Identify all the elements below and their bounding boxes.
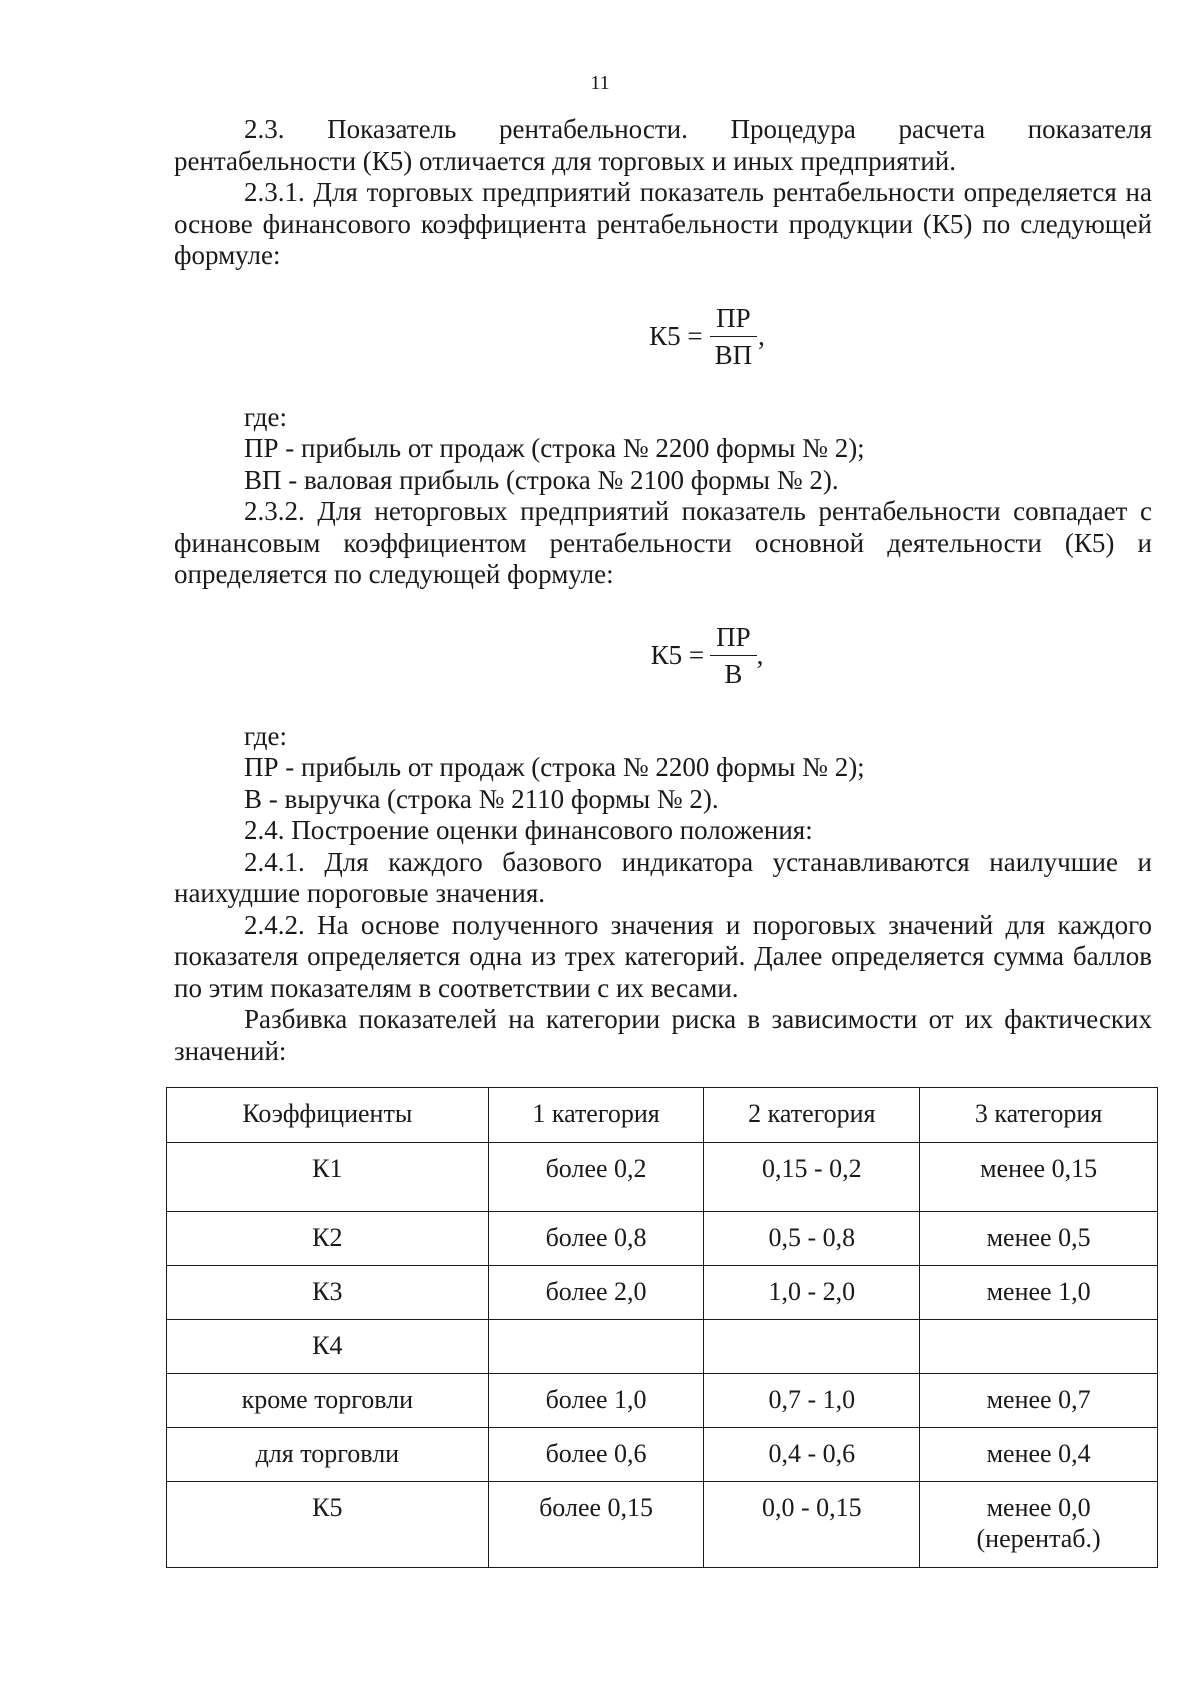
- category-2-cell: 0,0 - 0,15: [704, 1482, 920, 1568]
- column-header: 1 категория: [488, 1088, 704, 1143]
- table-row: [167, 1266, 1158, 1320]
- category-3-cell: менее 0,5: [920, 1212, 1158, 1266]
- category-2-cell: 1,0 - 2,0: [704, 1266, 920, 1320]
- category-1-cell: более 2,0: [488, 1266, 704, 1320]
- category-1-cell: более 1,0: [488, 1374, 704, 1428]
- paragraph-risk-intro: Разбивка показателей на категории риска в зависимости от их фактических значений:: [174, 1004, 1152, 1066]
- category-2-cell: 0,15 - 0,2: [704, 1143, 920, 1212]
- formula-k5-nontrade: [262, 591, 1152, 721]
- formula-fraction: [710, 622, 757, 689]
- risk-category-table: [166, 1087, 1158, 1568]
- category-3-cell: [920, 1482, 1158, 1568]
- category-2-cell: 0,7 - 1,0: [704, 1374, 920, 1428]
- where-line: ПР - прибыль от продаж (строка № 2200 формы № 2);: [244, 433, 865, 463]
- where-line: ВП - валовая прибыль (строка № 2100 формы № 2).: [244, 464, 839, 495]
- table-header-row: [167, 1088, 1158, 1143]
- formula-denominator: ВП: [714, 340, 753, 370]
- paragraph-2-3-2: 2.3.2. Для неторговых предприятий показатель рентабельности совпадает с финансовым коэффициентом рентабельности основной деятельности (К5) и определяется по следующей формуле:: [174, 496, 1152, 589]
- where-line: ПР - прибыль от продаж (строка № 2200 формы № 2);: [244, 752, 865, 782]
- paragraph-2-3-1: 2.3.1. Для торговых предприятий показатель рентабельности определяется на основе финансового коэффициента рентабельности продукции (К5) по следующей формуле:: [174, 177, 1152, 270]
- column-header: 2 категория: [704, 1088, 920, 1143]
- where-label: где:: [244, 401, 287, 432]
- formula-lhs: К5 =: [649, 320, 703, 351]
- table-row: [167, 1143, 1158, 1212]
- document-body: [174, 114, 1152, 1067]
- category-3-value: менее 0,0: [986, 1493, 1091, 1522]
- category-1-cell: более 0,8: [488, 1212, 704, 1266]
- formula-numerator: ПР: [710, 303, 757, 337]
- paragraph-2-4-1: 2.4.1. Для каждого базового индикатора устанавливаются наилучшие и наихудшие пороговые значения.: [174, 846, 1152, 908]
- column-header: 3 категория: [920, 1088, 1158, 1143]
- category-3-cell: менее 1,0: [920, 1266, 1158, 1320]
- formula-fraction: [709, 303, 759, 370]
- category-1-cell: более 0,2: [488, 1143, 704, 1212]
- table-row: [167, 1212, 1158, 1266]
- page-number: 11: [590, 72, 610, 94]
- paragraph-2-3: 2.3. Показатель рентабельности. Процедура расчета показателя рентабельности (К5) отличается для торговых и иных предприятий.: [174, 114, 1152, 176]
- paragraph-2-4-2: 2.4.2. На основе полученного значения и пороговых значений для каждого показателя определяется одна из трех категорий. Далее определяется сумма баллов по этим показателям в соответствии с их весами.: [174, 909, 1152, 1003]
- column-header: Коэффициенты: [167, 1088, 489, 1143]
- category-1-cell: более 0,6: [488, 1428, 704, 1482]
- coefficient-cell: К5: [167, 1482, 489, 1568]
- coefficient-cell: для торговли: [167, 1428, 489, 1482]
- category-2-cell: 0,4 - 0,6: [704, 1428, 920, 1482]
- category-1-cell: более 0,15: [488, 1482, 704, 1568]
- category-3-note: (нерентаб.): [976, 1524, 1101, 1553]
- category-3-cell: менее 0,7: [920, 1374, 1158, 1428]
- coefficient-cell: К4: [167, 1320, 489, 1374]
- category-2-cell: 0,5 - 0,8: [704, 1212, 920, 1266]
- paragraph-2-4: 2.4. Построение оценки финансового положения:: [244, 815, 813, 845]
- coefficient-cell: К3: [167, 1266, 489, 1320]
- table-row: [167, 1482, 1158, 1568]
- where-label: где:: [244, 720, 287, 751]
- table-row: [167, 1320, 1158, 1374]
- formula-numerator: ПР: [710, 622, 757, 656]
- category-3-cell: [920, 1320, 1158, 1374]
- coefficient-cell: кроме торговли: [167, 1374, 489, 1428]
- formula-lhs: К5 =: [650, 639, 705, 670]
- coefficient-cell: К2: [167, 1212, 489, 1266]
- formula-comma: ,: [758, 320, 765, 351]
- formula-denominator: В: [724, 659, 743, 689]
- table-row: [167, 1428, 1158, 1482]
- formula-k5-trade: [262, 272, 1152, 402]
- where-line: В - выручка (строка № 2110 формы № 2).: [244, 783, 719, 814]
- coefficient-cell: К1: [167, 1143, 489, 1212]
- table-row: [167, 1374, 1158, 1428]
- category-2-cell: [704, 1320, 920, 1374]
- category-3-cell: менее 0,4: [920, 1428, 1158, 1482]
- category-1-cell: [488, 1320, 704, 1374]
- formula-comma: ,: [756, 639, 764, 670]
- category-3-cell: менее 0,15: [920, 1143, 1158, 1212]
